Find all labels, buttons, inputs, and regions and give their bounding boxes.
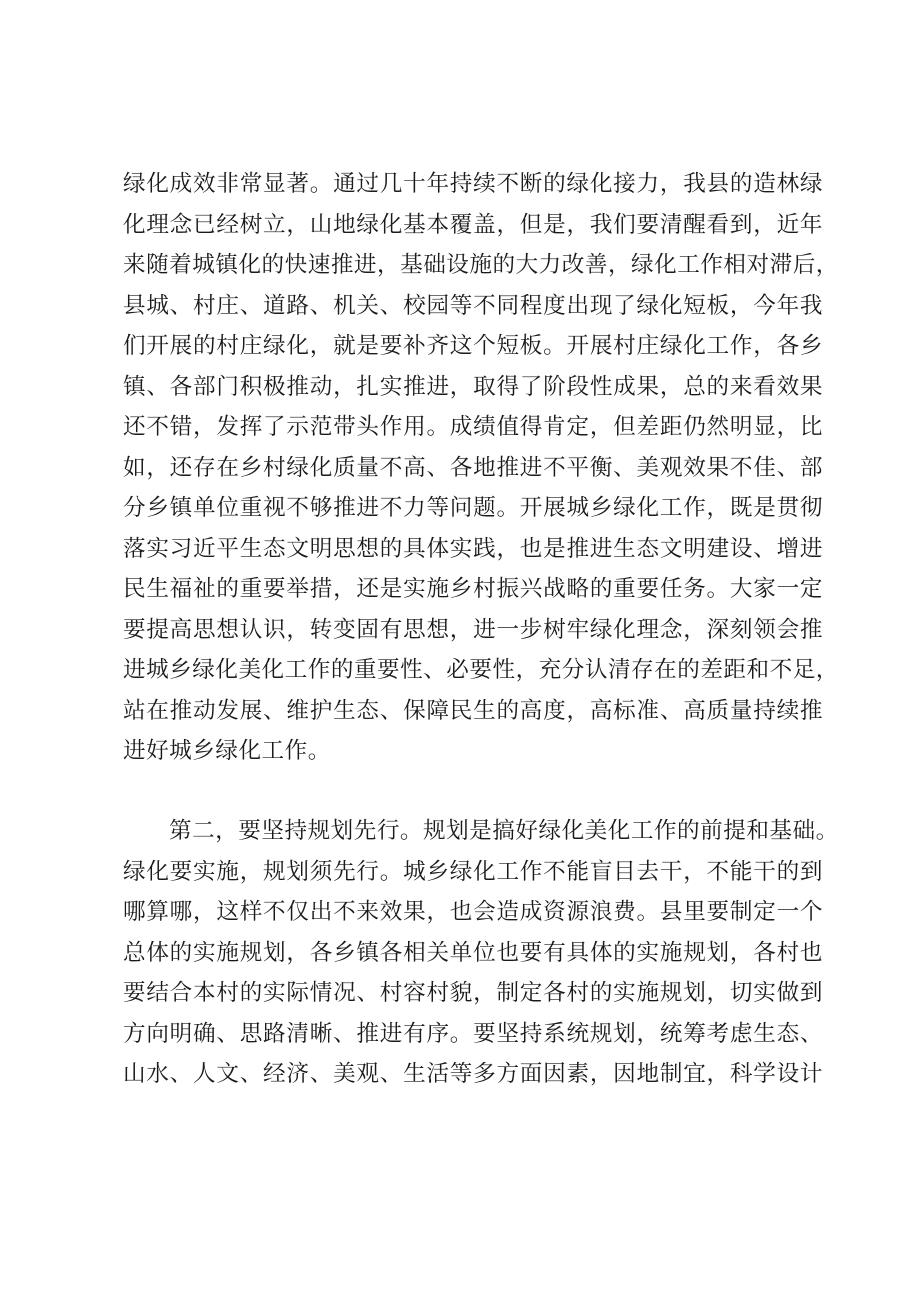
paragraph-line: 来随着城镇化的快速推进，基础设施的大力改善，绿化工作相对滞后， — [123, 252, 839, 278]
paragraph-line: 民生福祉的重要举措，还是实施乡村振兴战略的重要任务。大家一定 — [123, 576, 823, 602]
paragraph-line: 进好城乡绿化工作。 — [123, 738, 331, 764]
paragraph-line: 要结合本村的实际情况、村容村貌，制定各村的实施规划，切实做到 — [123, 980, 823, 1006]
paragraph-line: 哪算哪，这样不仅出不来效果，也会造成资源浪费。县里要制定一个 — [123, 899, 823, 925]
paragraph-2 — [123, 811, 839, 1095]
paragraph-line: 还不错，发挥了示范带头作用。成绩值得肯定，但差距仍然明显，比 — [123, 414, 823, 440]
paragraph-line: 要提高思想认识，转变固有思想，进一步树牢绿化理念，深刻领会推 — [123, 616, 823, 643]
paragraph-line: 总体的实施规划，各乡镇各相关单位也要有具体的实施规划，各村也 — [123, 939, 823, 966]
paragraph-line: 绿化成效非常显著。通过几十年持续不断的绿化接力，我县的造林绿 — [123, 171, 823, 197]
paragraph-line: 站在推动发展、维护生态、保障民生的高度，高标准、高质量持续推 — [123, 697, 823, 724]
paragraph-line: 分乡镇单位重视不够推进不力等问题。开展城乡绿化工作，既是贯彻 — [123, 495, 823, 521]
paragraph-line: 山水、人文、经济、美观、生活等多方面因素，因地制宜，科学设计 — [123, 1061, 823, 1087]
paragraph-line: 化理念已经树立，山地绿化基本覆盖，但是，我们要清醒看到，近年 — [123, 211, 823, 238]
paragraph-line: 镇、各部门积极推动，扎实推进，取得了阶段性成果，总的来看效果 — [123, 373, 823, 400]
paragraph-line: 们开展的村庄绿化，就是要补齐这个短板。开展村庄绿化工作，各乡 — [123, 333, 823, 359]
paragraph-line: 第二，要坚持规划先行。规划是搞好绿化美化工作的前提和基础。 — [169, 818, 839, 844]
paragraph-line: 进城乡绿化美化工作的重要性、必要性，充分认清存在的差距和不足， — [123, 657, 839, 683]
paragraph-line: 落实习近平生态文明思想的具体实践，也是推进生态文明建设、增进 — [123, 535, 823, 562]
paragraph-line: 绿化要实施，规划须先行。城乡绿化工作不能盲目去干，不能干的到 — [123, 858, 823, 885]
paragraph-line: 如，还存在乡村绿化质量不高、各地推进不平衡、美观效果不佳、部 — [123, 454, 823, 481]
paragraph-line: 县城、村庄、道路、机关、校园等不同程度出现了绿化短板，今年我 — [123, 292, 823, 319]
paragraph-line: 方向明确、思路清晰、推进有序。要坚持系统规划，统筹考虑生态、 — [123, 1020, 823, 1047]
paragraph-1 — [123, 164, 839, 772]
